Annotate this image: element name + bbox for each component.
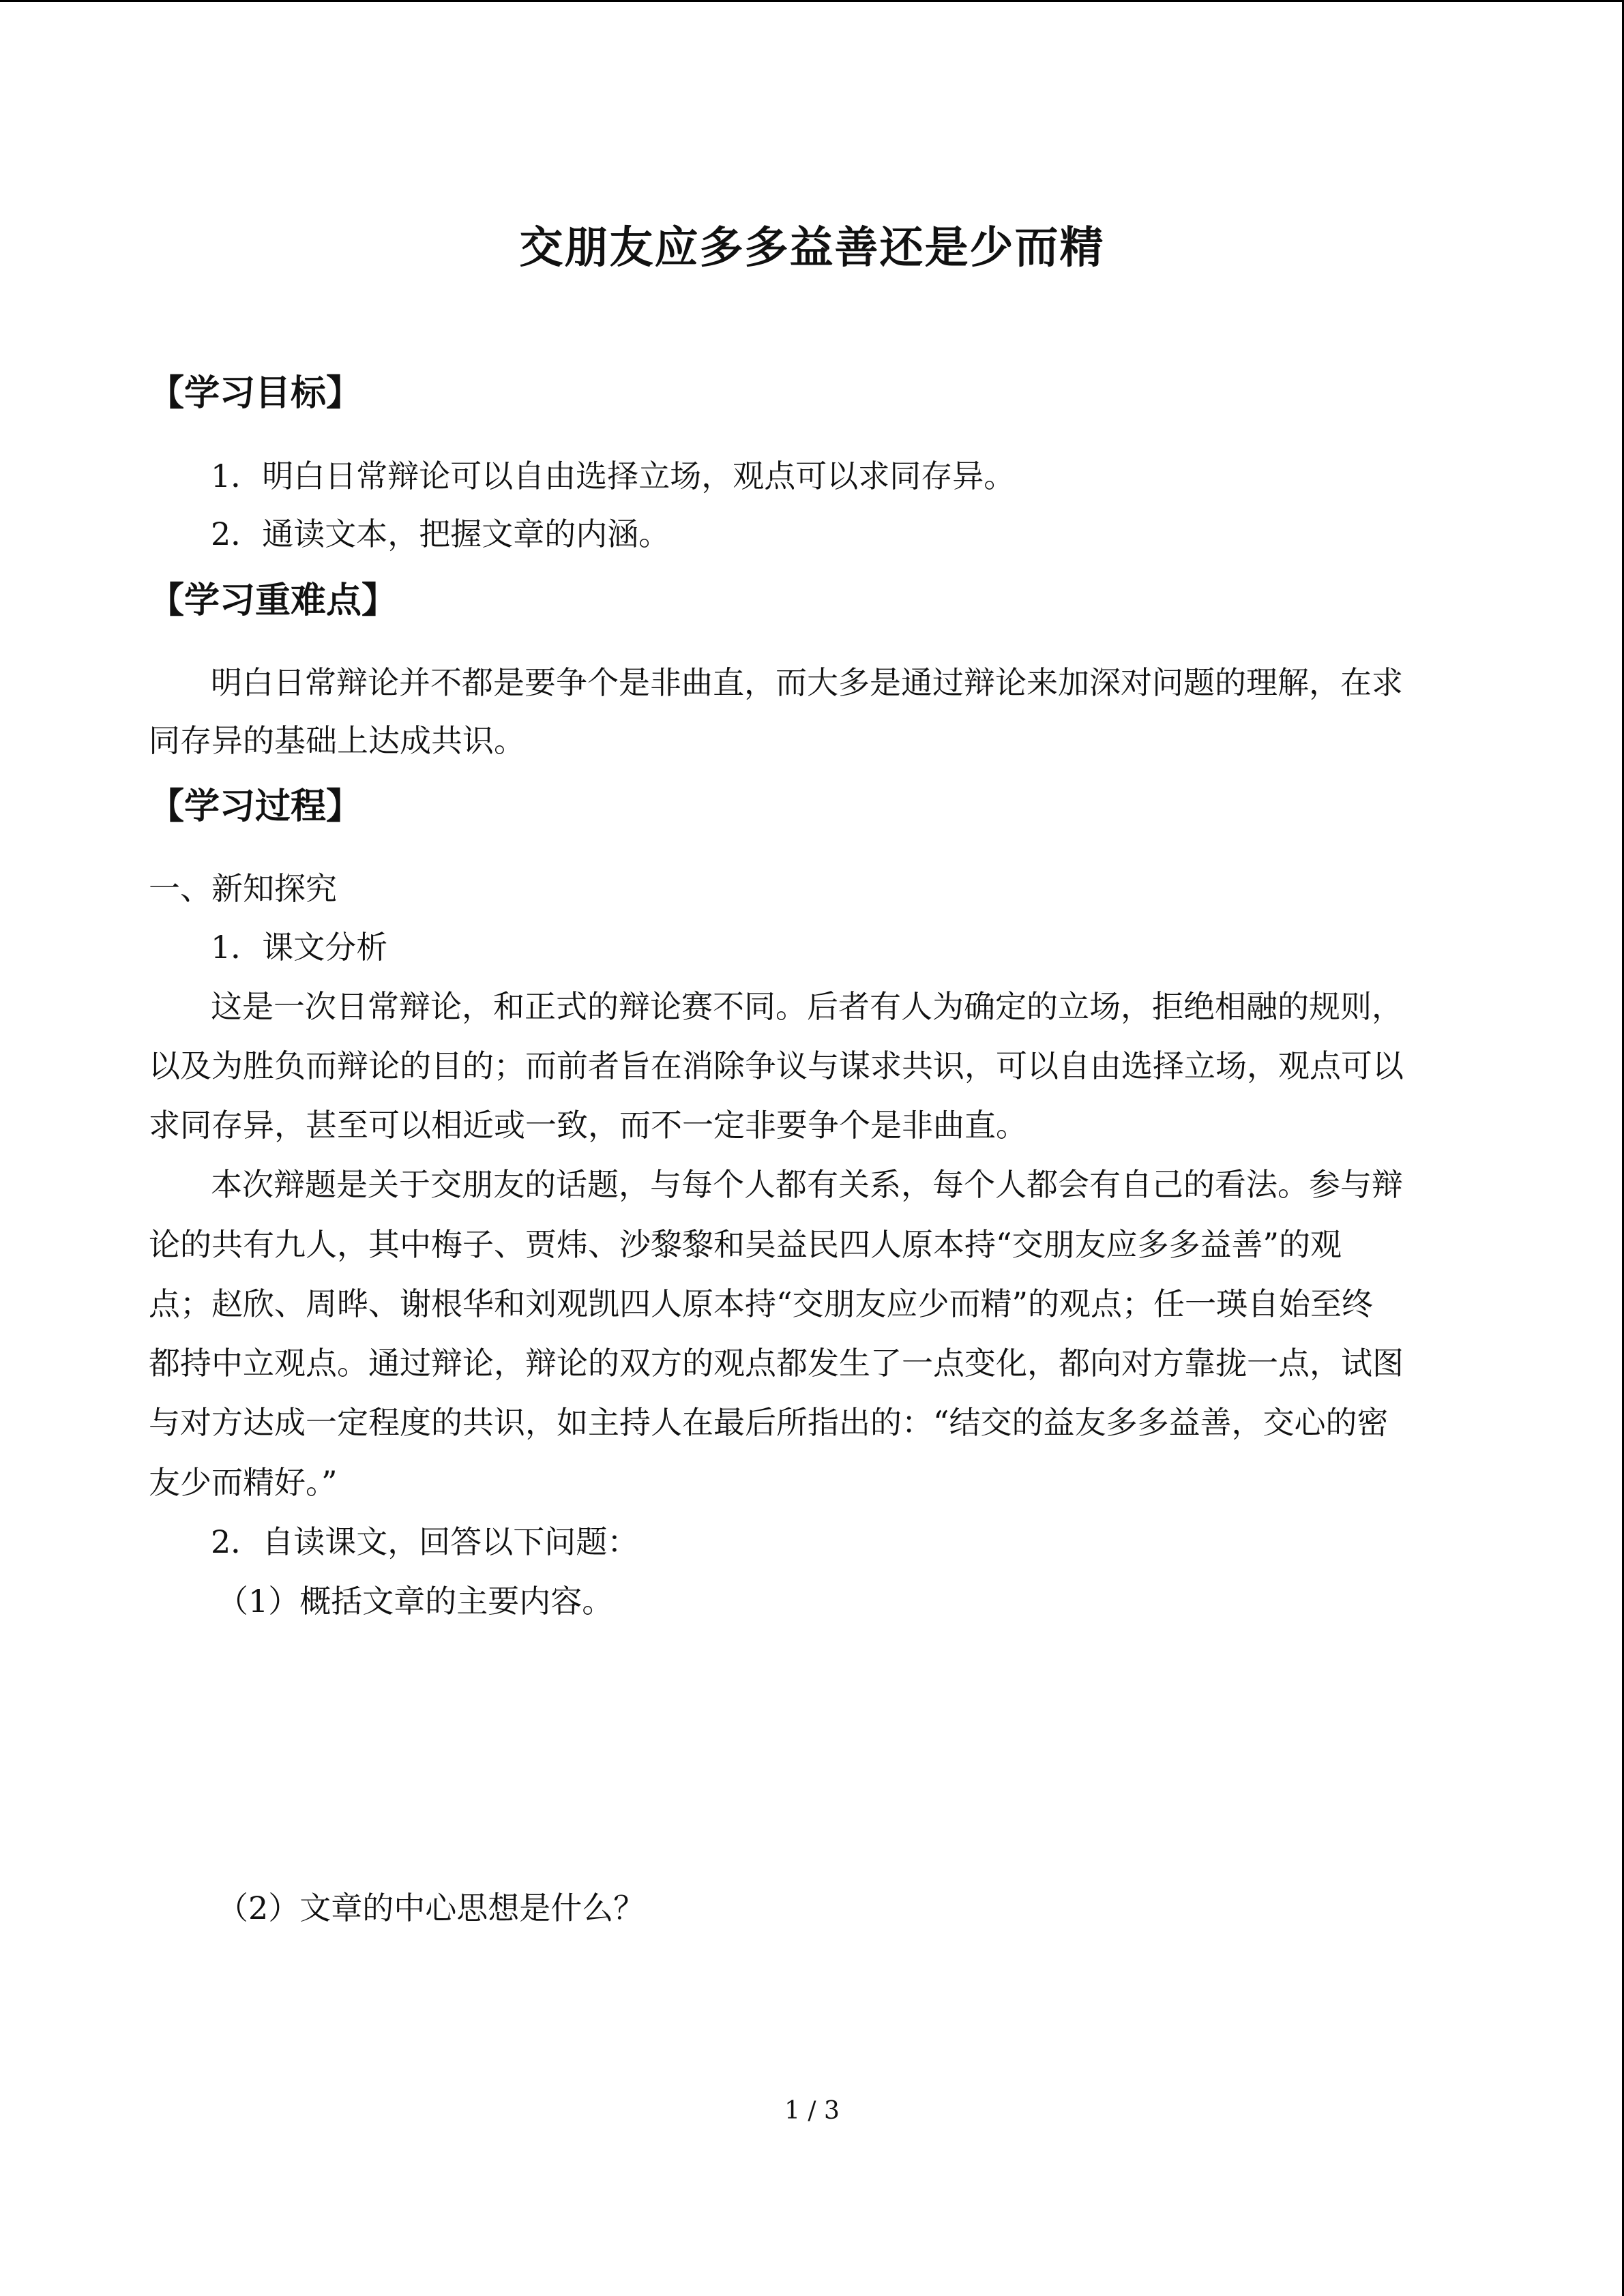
goal-item-2: 2．通读文本，把握文章的内涵。 xyxy=(211,516,670,552)
para2-line-5: 与对方达成一定程度的共识，如主持人在最后所指出的：“结交的益友多多益善，交心的密 xyxy=(149,1404,1389,1441)
heading-key-points: 【学习重难点】 xyxy=(149,580,398,621)
heading-learning-process: 【学习过程】 xyxy=(149,786,362,827)
goal-item-1: 1．明白日常辩论可以自由选择立场，观点可以求同存异。 xyxy=(211,458,1016,494)
key-points-line-2: 同存异的基础上达成共识。 xyxy=(149,722,525,759)
para2-line-2: 论的共有九人，其中梅子、贾炜、沙黎黎和吴益民四人原本持“交朋友应多多益善”的观 xyxy=(149,1226,1342,1263)
document-title: 交朋友应多多益善还是少而精 xyxy=(519,222,1105,273)
para1-line-3: 求同存异，甚至可以相近或一致，而不一定非要争个是非曲直。 xyxy=(149,1107,1027,1144)
para2-line-6: 友少而精好。” xyxy=(149,1464,338,1501)
para2-line-1: 本次辩题是关于交朋友的话题，与每个人都有关系，每个人都会有自己的看法。参与辩 xyxy=(211,1166,1403,1203)
para2-line-4: 都持中立观点。通过辩论，辩论的双方的观点都发生了一点变化，都向对方靠拢一点，试图 xyxy=(149,1345,1404,1382)
page-number: 1 / 3 xyxy=(784,2097,840,2125)
question-1: （1）概括文章的主要内容。 xyxy=(217,1583,614,1620)
subheading-text-analysis: 1．课文分析 xyxy=(211,929,388,966)
subheading-new-knowledge: 一、新知探究 xyxy=(149,870,337,907)
para1-line-2: 以及为胜负而辩论的目的；而前者旨在消除争议与谋求共识，可以自由选择立场，观点可以 xyxy=(149,1047,1404,1084)
question-2: （2）文章的中心思想是什么？ xyxy=(217,1890,645,1926)
para2-line-3: 点；赵欣、周晔、谢根华和刘观凯四人原本持“交朋友应少而精”的观点；任一瑛自始至终 xyxy=(149,1285,1374,1322)
heading-learning-goals: 【学习目标】 xyxy=(149,372,362,414)
key-points-line-1: 明白日常辩论并不都是要争个是非曲直，而大多是通过辩论来加深对问题的理解，在求 xyxy=(211,664,1403,701)
para1-line-1: 这是一次日常辩论，和正式的辩论赛不同。后者有人为确定的立场，拒绝相融的规则， xyxy=(211,988,1403,1025)
subheading-self-reading: 2．自读课文，回答以下问题： xyxy=(211,1523,639,1560)
